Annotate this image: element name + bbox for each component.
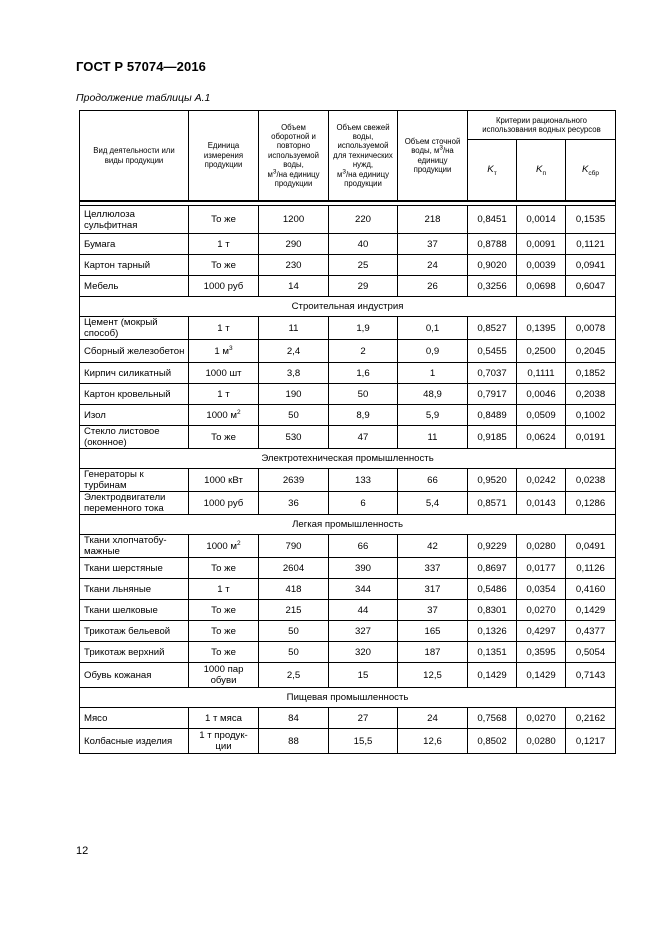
cell-unit: 1000 кВт [189, 469, 259, 492]
cell-fresh: 8,9 [329, 405, 398, 426]
cell-waste: 11 [398, 426, 468, 449]
col-header-k-t [468, 140, 517, 202]
cell-k3: 0,6047 [566, 276, 616, 297]
cell-recycled: 50 [259, 405, 329, 426]
table-row [80, 535, 616, 558]
cell-k2: 0,0509 [517, 405, 566, 426]
unit-sup: 2 [236, 408, 241, 416]
cell-waste: 187 [398, 642, 468, 663]
cell-recycled: 290 [259, 234, 329, 255]
cell-k1: 0,5455 [468, 340, 517, 363]
cell-fresh: 66 [329, 535, 398, 558]
cell-waste: 26 [398, 276, 468, 297]
water-resources-table [79, 110, 616, 754]
cell-k3: 0,0491 [566, 535, 616, 558]
table-row [80, 708, 616, 729]
cell-name: Мясо [80, 708, 189, 729]
cell-k3: 0,4160 [566, 579, 616, 600]
cell-unit: То же [189, 642, 259, 663]
cell-recycled: 1200 [259, 206, 329, 234]
cell-recycled: 84 [259, 708, 329, 729]
cell-unit: 1 т [189, 579, 259, 600]
cell-recycled: 2,4 [259, 340, 329, 363]
cell-name: Ткани шелковые [80, 600, 189, 621]
k-subscript: п [542, 170, 546, 178]
cell-k2: 0,0014 [517, 206, 566, 234]
cell-k3: 0,1126 [566, 558, 616, 579]
cell-waste: 37 [398, 600, 468, 621]
cell-k3: 0,2038 [566, 384, 616, 405]
cell-name: Кирпич силикатный [80, 363, 189, 384]
section-title: Электротехническая промышленность [80, 449, 616, 469]
cell-recycled: 88 [259, 729, 329, 754]
cell-k3: 0,1535 [566, 206, 616, 234]
cell-k1: 0,8788 [468, 234, 517, 255]
cell-fresh: 344 [329, 579, 398, 600]
cell-name: Сборный железобетон [80, 340, 189, 363]
cell-k1: 0,8451 [468, 206, 517, 234]
cell-k3: 0,0191 [566, 426, 616, 449]
table-row [80, 600, 616, 621]
cell-k3: 0,1286 [566, 492, 616, 515]
cell-k2: 0,0177 [517, 558, 566, 579]
table-body [80, 201, 616, 754]
cell-k1: 0,8502 [468, 729, 517, 754]
cell-unit: 1000 руб [189, 276, 259, 297]
cell-waste: 24 [398, 708, 468, 729]
cell-k3: 0,0078 [566, 317, 616, 340]
cell-recycled: 2639 [259, 469, 329, 492]
cell-name: Мебель [80, 276, 189, 297]
cell-fresh: 327 [329, 621, 398, 642]
table-row [80, 729, 616, 754]
cell-waste: 48,9 [398, 384, 468, 405]
cell-k1: 0,7037 [468, 363, 517, 384]
cell-recycled: 11 [259, 317, 329, 340]
table-row [80, 234, 616, 255]
cell-k1: 0,9185 [468, 426, 517, 449]
cell-unit: То же [189, 558, 259, 579]
cell-waste: 12,5 [398, 663, 468, 688]
cell-recycled: 2,5 [259, 663, 329, 688]
cell-name: Целлюлоза сульфитная [80, 206, 189, 234]
unit-m: м [267, 169, 273, 179]
cell-name: Изол [80, 405, 189, 426]
cell-unit: То же [189, 621, 259, 642]
cell-name: Ткани шерстяные [80, 558, 189, 579]
cell-waste: 66 [398, 469, 468, 492]
cell-k2: 0,4297 [517, 621, 566, 642]
cell-k2: 0,0280 [517, 535, 566, 558]
k-subscript: сбр [588, 170, 600, 178]
section-title: Легкая промышленность [80, 515, 616, 535]
cell-unit: То же [189, 426, 259, 449]
table-row [80, 340, 616, 363]
cell-k3: 0,2045 [566, 340, 616, 363]
cell-unit: 1000 руб [189, 492, 259, 515]
cell-name: Ткани хлопчатобу-мажные [80, 535, 189, 558]
cell-k1: 0,1326 [468, 621, 517, 642]
cell-k2: 0,0270 [517, 708, 566, 729]
page-number: 12 [76, 845, 89, 857]
cell-recycled: 14 [259, 276, 329, 297]
cell-k1: 0,5486 [468, 579, 517, 600]
cell-k3: 0,1217 [566, 729, 616, 754]
cell-fresh: 133 [329, 469, 398, 492]
cell-k1: 0,8489 [468, 405, 517, 426]
unit-text: 1000 м [206, 540, 237, 552]
cell-recycled: 50 [259, 642, 329, 663]
cell-fresh: 44 [329, 600, 398, 621]
cell-k2: 0,0270 [517, 600, 566, 621]
cell-unit: 1 т [189, 317, 259, 340]
section-row [80, 515, 616, 535]
cell-waste: 337 [398, 558, 468, 579]
cell-recycled: 215 [259, 600, 329, 621]
cell-fresh: 1,6 [329, 363, 398, 384]
cell-name: Ткани льняные [80, 579, 189, 600]
cell-fresh: 6 [329, 492, 398, 515]
cell-k2: 0,0354 [517, 579, 566, 600]
cell-k1: 0,8697 [468, 558, 517, 579]
col-header-fresh [329, 111, 398, 202]
cell-name: Обувь кожаная [80, 663, 189, 688]
col-header-recycled [259, 111, 329, 202]
section-row [80, 297, 616, 317]
cell-name: Стекло листовое (оконное) [80, 426, 189, 449]
cell-k3: 0,0238 [566, 469, 616, 492]
cell-k2: 0,0698 [517, 276, 566, 297]
cell-k3: 0,4377 [566, 621, 616, 642]
cell-k2: 0,0280 [517, 729, 566, 754]
cell-k2: 0,0046 [517, 384, 566, 405]
cell-fresh: 390 [329, 558, 398, 579]
unit-text: 1 м [214, 345, 229, 357]
cell-name: Трикотаж бельевой [80, 621, 189, 642]
table-row [80, 579, 616, 600]
section-title: Пищевая промышленность [80, 688, 616, 708]
cell-fresh: 40 [329, 234, 398, 255]
cell-fresh: 2 [329, 340, 398, 363]
cell-k3: 0,7143 [566, 663, 616, 688]
cell-k1: 0,1351 [468, 642, 517, 663]
cell-unit: 1 т продук-ции [189, 729, 259, 754]
cell-recycled: 36 [259, 492, 329, 515]
table-header [80, 111, 616, 202]
cell-recycled: 190 [259, 384, 329, 405]
col-header-waste-text: Объем сточной воды, м [404, 136, 461, 156]
table-row [80, 317, 616, 340]
cell-recycled: 2604 [259, 558, 329, 579]
cell-fresh: 50 [329, 384, 398, 405]
table-row [80, 363, 616, 384]
cell-waste: 317 [398, 579, 468, 600]
cell-k2: 0,2500 [517, 340, 566, 363]
unit-m: м [336, 169, 343, 179]
table-row [80, 558, 616, 579]
k-symbol: K [582, 164, 589, 176]
col-header-unit: Единица измерения продукции [189, 111, 259, 202]
cell-k2: 0,0091 [517, 234, 566, 255]
unit-post: /на единицу продукции [274, 169, 320, 189]
cell-k1: 0,3256 [468, 276, 517, 297]
cell-unit [189, 340, 259, 363]
cell-k2: 0,1429 [517, 663, 566, 688]
table-row [80, 276, 616, 297]
cell-fresh: 29 [329, 276, 398, 297]
cell-unit: 1000 пар обуви [189, 663, 259, 688]
col-header-k-p [517, 140, 566, 202]
cell-recycled: 530 [259, 426, 329, 449]
cell-k2: 0,1111 [517, 363, 566, 384]
table-row [80, 642, 616, 663]
cell-fresh: 320 [329, 642, 398, 663]
section-row [80, 449, 616, 469]
cell-name: Электродвигатели переменного тока [80, 492, 189, 515]
cell-unit: То же [189, 600, 259, 621]
cell-unit: То же [189, 206, 259, 234]
section-title: Строительная индустрия [80, 297, 616, 317]
cell-name: Генераторы к турбинам [80, 469, 189, 492]
table-row [80, 255, 616, 276]
cell-k2: 0,0143 [517, 492, 566, 515]
section-row [80, 688, 616, 708]
cell-k1: 0,8571 [468, 492, 517, 515]
cell-unit [189, 535, 259, 558]
cell-recycled: 790 [259, 535, 329, 558]
cell-k2: 0,1395 [517, 317, 566, 340]
cell-k1: 0,7917 [468, 384, 517, 405]
table-row [80, 663, 616, 688]
table-row [80, 492, 616, 515]
cell-k3: 0,0941 [566, 255, 616, 276]
unit-sup: 3 [342, 168, 346, 176]
cell-k3: 0,1852 [566, 363, 616, 384]
k-subscript: т [493, 170, 497, 178]
cell-k2: 0,0242 [517, 469, 566, 492]
cell-waste: 165 [398, 621, 468, 642]
cell-fresh: 15,5 [329, 729, 398, 754]
k-symbol: K [487, 164, 494, 176]
cell-k1: 0,9020 [468, 255, 517, 276]
cell-waste: 24 [398, 255, 468, 276]
cell-k2: 0,0039 [517, 255, 566, 276]
cell-fresh: 47 [329, 426, 398, 449]
unit-sup: 2 [236, 539, 241, 547]
cell-waste: 5,9 [398, 405, 468, 426]
cell-unit: 1 т мяса [189, 708, 259, 729]
cell-k3: 0,2162 [566, 708, 616, 729]
cell-waste: 0,9 [398, 340, 468, 363]
table-row [80, 384, 616, 405]
cell-waste: 218 [398, 206, 468, 234]
cell-waste: 5,4 [398, 492, 468, 515]
unit-sup: 3 [439, 144, 443, 152]
cell-recycled: 230 [259, 255, 329, 276]
cell-waste: 12,6 [398, 729, 468, 754]
cell-k1: 0,8527 [468, 317, 517, 340]
cell-k1: 0,9229 [468, 535, 517, 558]
cell-unit: 1000 шт [189, 363, 259, 384]
document-title: ГОСТ Р 57074—2016 [76, 59, 206, 74]
cell-waste: 0,1 [398, 317, 468, 340]
cell-recycled: 50 [259, 621, 329, 642]
cell-name: Бумага [80, 234, 189, 255]
cell-unit: 1 т [189, 384, 259, 405]
cell-waste: 42 [398, 535, 468, 558]
cell-name: Цемент (мокрый способ) [80, 317, 189, 340]
cell-name: Картон тарный [80, 255, 189, 276]
cell-name: Картон кровельный [80, 384, 189, 405]
cell-k1: 0,9520 [468, 469, 517, 492]
unit-sup: 3 [228, 344, 233, 352]
cell-fresh: 25 [329, 255, 398, 276]
cell-k3: 0,5054 [566, 642, 616, 663]
cell-recycled: 418 [259, 579, 329, 600]
cell-recycled: 3,8 [259, 363, 329, 384]
unit-text: 1000 м [206, 409, 237, 421]
cell-k3: 0,1429 [566, 600, 616, 621]
cell-unit [189, 405, 259, 426]
table-row [80, 206, 616, 234]
cell-k3: 0,1121 [566, 234, 616, 255]
cell-k2: 0,3595 [517, 642, 566, 663]
table-row [80, 469, 616, 492]
cell-name: Трикотаж верхний [80, 642, 189, 663]
cell-fresh: 1,9 [329, 317, 398, 340]
cell-waste: 37 [398, 234, 468, 255]
cell-fresh: 220 [329, 206, 398, 234]
unit-post: /на единицу продукции [413, 146, 454, 174]
table-row [80, 426, 616, 449]
col-header-fresh-text: Объем свежей воды, используемой для технических нужд, [333, 122, 393, 170]
cell-k1: 0,8301 [468, 600, 517, 621]
cell-k3: 0,1002 [566, 405, 616, 426]
k-symbol: K [536, 164, 543, 176]
col-header-waste [398, 111, 468, 202]
col-header-activity: Вид деятельности или виды продукции [80, 111, 189, 202]
col-header-k-sbr [566, 140, 616, 202]
col-header-recycled-text: Объем оборотной и повторно используемой воды, [268, 122, 319, 170]
cell-k2: 0,0624 [517, 426, 566, 449]
cell-waste: 1 [398, 363, 468, 384]
table-caption: Продолжение таблицы А.1 [76, 92, 211, 104]
cell-unit: То же [189, 255, 259, 276]
cell-k1: 0,1429 [468, 663, 517, 688]
unit-post: /на единицу продукции [344, 169, 390, 189]
cell-unit: 1 т [189, 234, 259, 255]
cell-fresh: 27 [329, 708, 398, 729]
table-row [80, 621, 616, 642]
col-header-criteria: Критерии рационального использования водных ресурсов [468, 111, 616, 140]
cell-name: Колбасные изделия [80, 729, 189, 754]
cell-fresh: 15 [329, 663, 398, 688]
unit-sup: 3 [272, 168, 277, 176]
table-row [80, 405, 616, 426]
cell-k1: 0,7568 [468, 708, 517, 729]
